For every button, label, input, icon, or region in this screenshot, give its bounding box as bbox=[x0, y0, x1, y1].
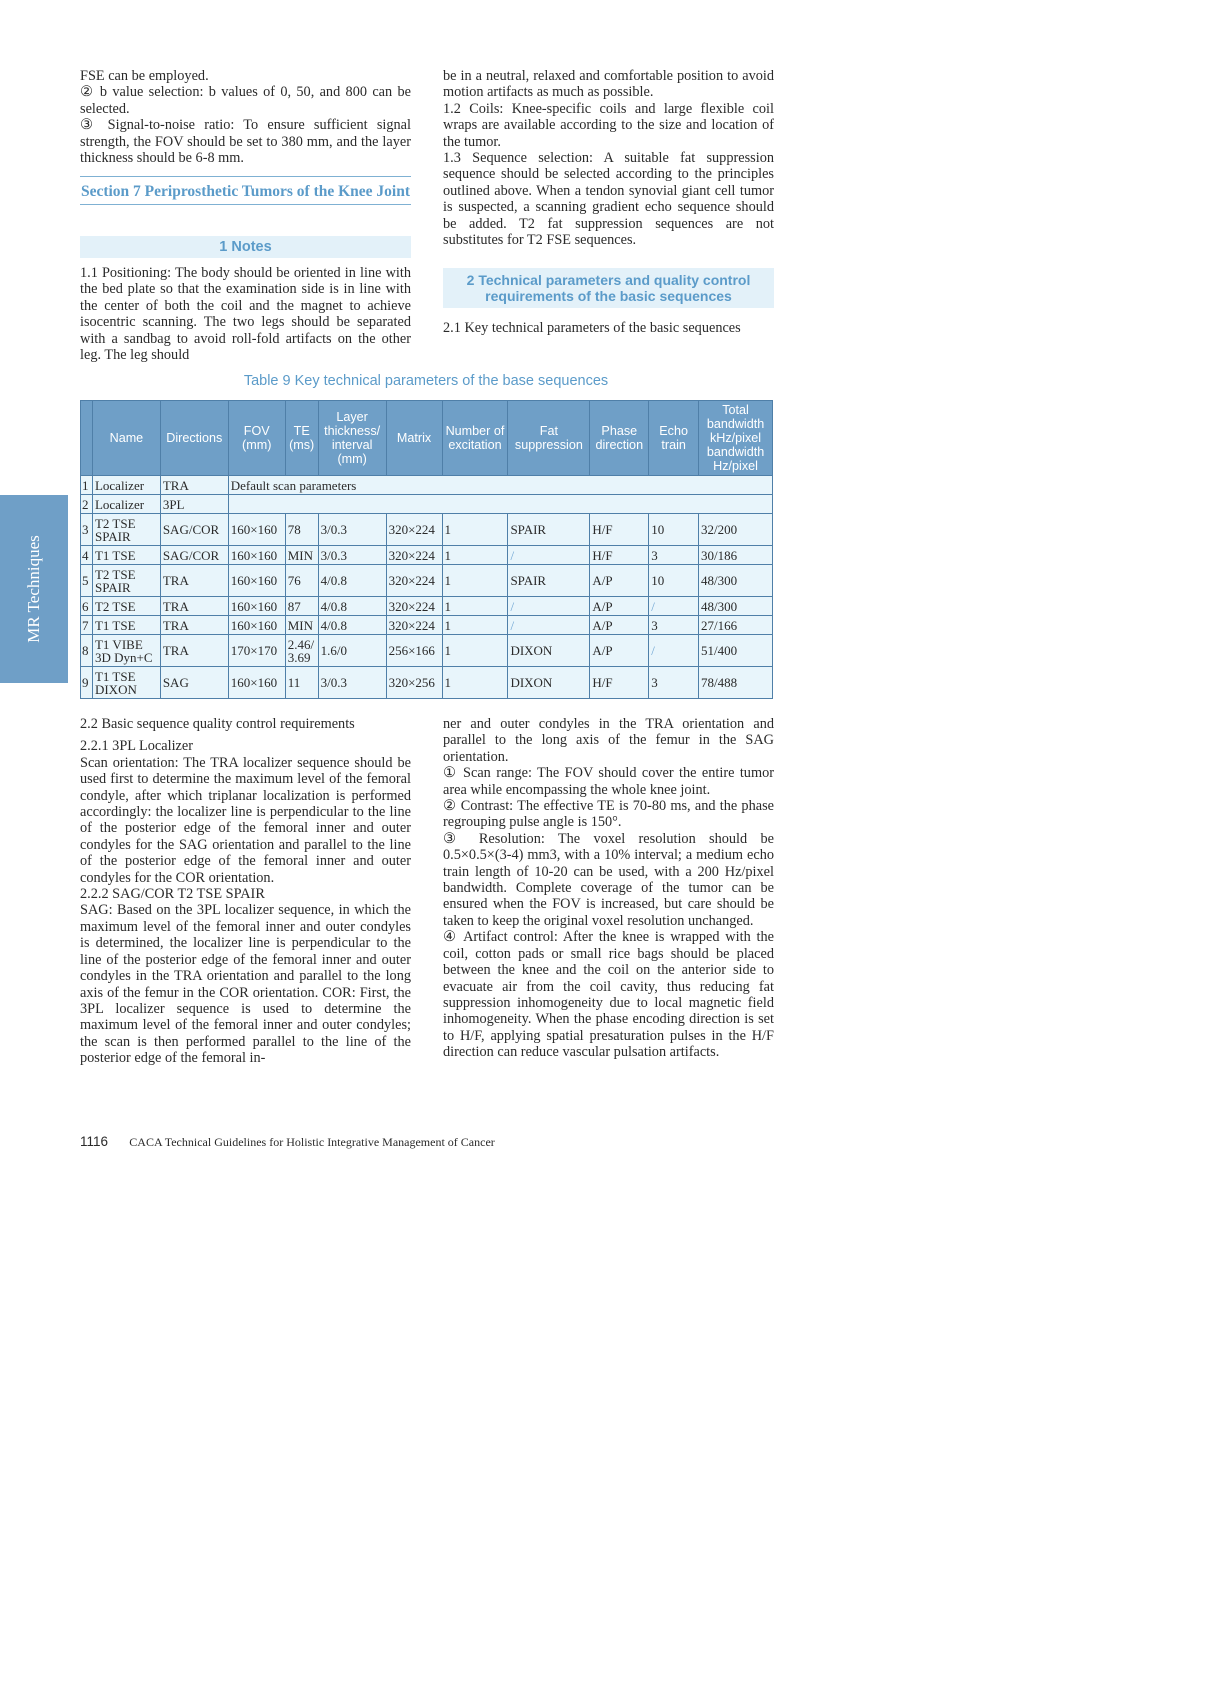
paragraph: ② Contrast: The effective TE is 70-80 ms, and the phase regrouping pulse angle is 150°. bbox=[443, 798, 774, 831]
table-cell: MIN bbox=[285, 546, 318, 565]
paragraph: ① Scan range: The FOV should cover the entire tumor area while encompassing the whole knee joint. bbox=[443, 765, 774, 798]
table-cell: 48/300 bbox=[699, 565, 773, 597]
table-cell: 9 bbox=[81, 667, 93, 699]
table-cell-empty bbox=[228, 495, 772, 514]
table-cell: / bbox=[508, 597, 590, 616]
table-cell: A/P bbox=[590, 597, 649, 616]
table-cell: Default scan parameters bbox=[228, 476, 772, 495]
table-cell: 3/0.3 bbox=[318, 667, 386, 699]
table-cell: 2 bbox=[81, 495, 93, 514]
paragraph: Scan orientation: The TRA localizer sequence should be used first to determine the maximum level of the femoral condyle, after which triplanar localization is performed accordingly: the localizer line is perpendicular to the line of the posterior edge of the femoral inner and outer condyles for the SAG orientation and parallel to the line of the posterior edge of the femoral inner and outer condyles for the COR orientation. bbox=[80, 754, 411, 886]
table-header: FOV (mm) bbox=[228, 401, 285, 476]
page-footer bbox=[80, 1134, 495, 1150]
table-cell: SAG/COR bbox=[160, 514, 228, 546]
paragraph: 1.1 Positioning: The body should be oriented in line with the bed plate so that the examination side is in line with the center of both the coil and the magnet to achieve isocentric scanning. The two legs should be separated with a sandbag to avoid roll-fold artifacts on the other leg. The leg should bbox=[80, 265, 411, 364]
table-cell: / bbox=[649, 635, 699, 667]
table-cell: 11 bbox=[285, 667, 318, 699]
table-cell: 320×224 bbox=[386, 546, 442, 565]
table-cell: MIN bbox=[285, 616, 318, 635]
table-cell: 320×224 bbox=[386, 616, 442, 635]
table-cell: 160×160 bbox=[228, 667, 285, 699]
table-cell: 3 bbox=[649, 667, 699, 699]
right-column-top bbox=[443, 68, 774, 248]
table-cell: 320×224 bbox=[386, 565, 442, 597]
table-cell: T1 TSE bbox=[92, 546, 160, 565]
paragraph: ③ Resolution: The voxel resolution should be 0.5×0.5×(3-4) mm3, with a 10% interval; a medium echo train length of 10-20 can be used, with a 200 Hz/pixel bandwidth. Complete coverage of the tumor can be ensured when the FOV is increased, but care should be taken to keep the original voxel resolution unchanged. bbox=[443, 830, 774, 929]
table-header-row bbox=[81, 401, 773, 476]
table-cell: Localizer bbox=[92, 495, 160, 514]
table-cell: A/P bbox=[590, 565, 649, 597]
table-cell: T2 TSE bbox=[92, 597, 160, 616]
section-title: Section 7 Periprosthetic Tumors of the Knee Joint bbox=[80, 176, 411, 205]
table-cell: TRA bbox=[160, 476, 228, 495]
table-cell: TRA bbox=[160, 616, 228, 635]
table-cell: 1 bbox=[442, 514, 508, 546]
table-cell: 7 bbox=[81, 616, 93, 635]
table-cell: 3 bbox=[649, 546, 699, 565]
table-cell: SAG bbox=[160, 667, 228, 699]
technical-parameters-heading: 2 Technical parameters and quality control requirements of the basic sequences bbox=[443, 268, 774, 308]
table-cell: 1 bbox=[442, 635, 508, 667]
table-header: Phase direction bbox=[590, 401, 649, 476]
table-cell: T2 TSE SPAIR bbox=[92, 565, 160, 597]
table-cell: TRA bbox=[160, 597, 228, 616]
table-row bbox=[81, 476, 773, 495]
table-cell: 320×256 bbox=[386, 667, 442, 699]
table-cell: 3 bbox=[81, 514, 93, 546]
table-header: TE (ms) bbox=[285, 401, 318, 476]
table-cell: 6 bbox=[81, 597, 93, 616]
table-cell: SPAIR bbox=[508, 514, 590, 546]
table-cell: 1 bbox=[442, 667, 508, 699]
table-header: Echo train bbox=[649, 401, 699, 476]
table-cell: 3/0.3 bbox=[318, 546, 386, 565]
key-params-block bbox=[443, 320, 774, 336]
table-cell: 4/0.8 bbox=[318, 616, 386, 635]
table-cell: 256×166 bbox=[386, 635, 442, 667]
left-column-bottom bbox=[80, 716, 411, 1067]
paragraph: ② b value selection: b values of 0, 50, and 800 can be selected. bbox=[80, 84, 411, 117]
sidebar-tab bbox=[0, 495, 68, 683]
table-cell: T2 TSE SPAIR bbox=[92, 514, 160, 546]
table-cell: 5 bbox=[81, 565, 93, 597]
table-row bbox=[81, 616, 773, 635]
paragraph: 1.3 Sequence selection: A suitable fat suppression sequence should be selected according to the principles outlined above. When a tendon synovial giant cell tumor is suspected, a scanning gradient echo sequence should be added. T2 fat suppression sequences are not substitutes for T2 FSE sequences. bbox=[443, 150, 774, 249]
table-cell: A/P bbox=[590, 616, 649, 635]
table-cell: 76 bbox=[285, 565, 318, 597]
qc-heading: 2.2 Basic sequence quality control requirements bbox=[80, 716, 355, 732]
table-cell: H/F bbox=[590, 546, 649, 565]
table-cell: 48/300 bbox=[699, 597, 773, 616]
table-cell: 78 bbox=[285, 514, 318, 546]
table-cell: 78/488 bbox=[699, 667, 773, 699]
table-cell: / bbox=[649, 597, 699, 616]
table-header bbox=[81, 401, 93, 476]
table-cell: DIXON bbox=[508, 667, 590, 699]
table-cell: H/F bbox=[590, 667, 649, 699]
table-row bbox=[81, 635, 773, 667]
parameters-table bbox=[80, 400, 773, 699]
table-cell: 87 bbox=[285, 597, 318, 616]
page-number: 1116 bbox=[80, 1134, 109, 1149]
paragraph: FSE can be employed. bbox=[80, 68, 209, 84]
table-header: Directions bbox=[160, 401, 228, 476]
table-cell: 1 bbox=[442, 565, 508, 597]
table-cell: 10 bbox=[649, 565, 699, 597]
table-cell: 51/400 bbox=[699, 635, 773, 667]
table-cell: T1 TSE bbox=[92, 616, 160, 635]
table-cell: SPAIR bbox=[508, 565, 590, 597]
table-cell: 4 bbox=[81, 546, 93, 565]
table-cell: 27/166 bbox=[699, 616, 773, 635]
table-cell: 4/0.8 bbox=[318, 565, 386, 597]
table-cell: 160×160 bbox=[228, 565, 285, 597]
table-cell: 8 bbox=[81, 635, 93, 667]
table-cell: SAG/COR bbox=[160, 546, 228, 565]
table-row bbox=[81, 495, 773, 514]
table-cell: 160×160 bbox=[228, 616, 285, 635]
paragraph: ner and outer condyles in the TRA orientation and parallel to the long axis of the femur in the SAG orientation. bbox=[443, 716, 774, 765]
table-cell: Localizer bbox=[92, 476, 160, 495]
paragraph: 2.1 Key technical parameters of the basic sequences bbox=[443, 320, 741, 336]
right-column-bottom bbox=[443, 716, 774, 1061]
table-cell: 320×224 bbox=[386, 514, 442, 546]
localizer-heading: 2.2.1 3PL Localizer bbox=[80, 738, 194, 755]
notes-positioning-block bbox=[80, 265, 411, 363]
table-cell: T1 TSE DIXON bbox=[92, 667, 160, 699]
table-cell: / bbox=[508, 546, 590, 565]
table-cell: / bbox=[508, 616, 590, 635]
table-cell: 4/0.8 bbox=[318, 597, 386, 616]
table-cell: TRA bbox=[160, 635, 228, 667]
table-cell: 160×160 bbox=[228, 597, 285, 616]
table-cell: 1 bbox=[81, 476, 93, 495]
paragraph: ③ Signal-to-noise ratio: To ensure sufficient signal strength, the FOV should be set to 380 mm, and the layer thickness should be 6-8 mm. bbox=[80, 117, 411, 167]
table-header: Name bbox=[92, 401, 160, 476]
spair-heading: 2.2.2 SAG/COR T2 TSE SPAIR bbox=[80, 886, 265, 903]
table-row bbox=[81, 514, 773, 546]
table-cell: 160×160 bbox=[228, 514, 285, 546]
paragraph: SAG: Based on the 3PL localizer sequence, in which the maximum level of the femoral inner and outer condyles is determined, the localizer line is perpendicular to the line of the posterior edge of the femoral inner and outer condyles in the TRA orientation and parallel to the long axis of the femur in the COR orientation. COR: First, the 3PL localizer sequence is used to determine the maximum level of the femoral inner and outer condyles; the scan is then performed parallel to the line of the posterior edge of the femoral in- bbox=[80, 902, 411, 1067]
table-row bbox=[81, 546, 773, 565]
sidebar-label: MR Techniques bbox=[24, 535, 43, 643]
paragraph: 1.2 Coils: Knee-specific coils and large flexible coil wraps are available according to the size and location of the tumor. bbox=[443, 100, 774, 150]
table-cell: 3/0.3 bbox=[318, 514, 386, 546]
table-cell: 1.6/0 bbox=[318, 635, 386, 667]
table-row bbox=[81, 667, 773, 699]
table-cell: 32/200 bbox=[699, 514, 773, 546]
table-cell: 1 bbox=[442, 597, 508, 616]
table-header: Fat suppression bbox=[508, 401, 590, 476]
table-cell: TRA bbox=[160, 565, 228, 597]
table-cell: T1 VIBE 3D Dyn+C bbox=[92, 635, 160, 667]
table-cell: A/P bbox=[590, 635, 649, 667]
table-header: Layer thickness/ interval (mm) bbox=[318, 401, 386, 476]
table-cell: DIXON bbox=[508, 635, 590, 667]
paragraph: ④ Artifact control: After the knee is wrapped with the coil, cotton pads or small rice bags should be placed between the knee and the coil on the anterior side to evacuate air from the coil cavity, thus reducing fat suppression inhomogeneity due to local magnetic field inhomogeneity. When the phase encoding direction is set to H/F, applying spatial presaturation pulses in the H/F direction can reduce vascular pulsation artifacts. bbox=[443, 929, 774, 1061]
table-cell: 1 bbox=[442, 616, 508, 635]
table-title: Table 9 Key technical parameters of the base sequences bbox=[243, 373, 609, 389]
table-cell: 1 bbox=[442, 546, 508, 565]
notes-heading: 1 Notes bbox=[80, 236, 411, 258]
table-cell: 3PL bbox=[160, 495, 228, 514]
table-header: Total bandwidth kHz/pixel bandwidth Hz/pixel bbox=[699, 401, 773, 476]
table-cell: 30/186 bbox=[699, 546, 773, 565]
table-cell: H/F bbox=[590, 514, 649, 546]
paragraph: be in a neutral, relaxed and comfortable position to avoid motion artifacts as much as possible. bbox=[443, 68, 774, 101]
table-cell: 2.46/ 3.69 bbox=[285, 635, 318, 667]
table-header: Matrix bbox=[386, 401, 442, 476]
table-cell: 3 bbox=[649, 616, 699, 635]
table-header: Number of excitation bbox=[442, 401, 508, 476]
table-row bbox=[81, 597, 773, 616]
table-cell: 320×224 bbox=[386, 597, 442, 616]
left-column-top bbox=[80, 68, 411, 166]
table-cell: 170×170 bbox=[228, 635, 285, 667]
table-cell: 160×160 bbox=[228, 546, 285, 565]
table-cell: 10 bbox=[649, 514, 699, 546]
footer-title: CACA Technical Guidelines for Holistic Integrative Management of Cancer bbox=[129, 1135, 495, 1149]
table-row bbox=[81, 565, 773, 597]
